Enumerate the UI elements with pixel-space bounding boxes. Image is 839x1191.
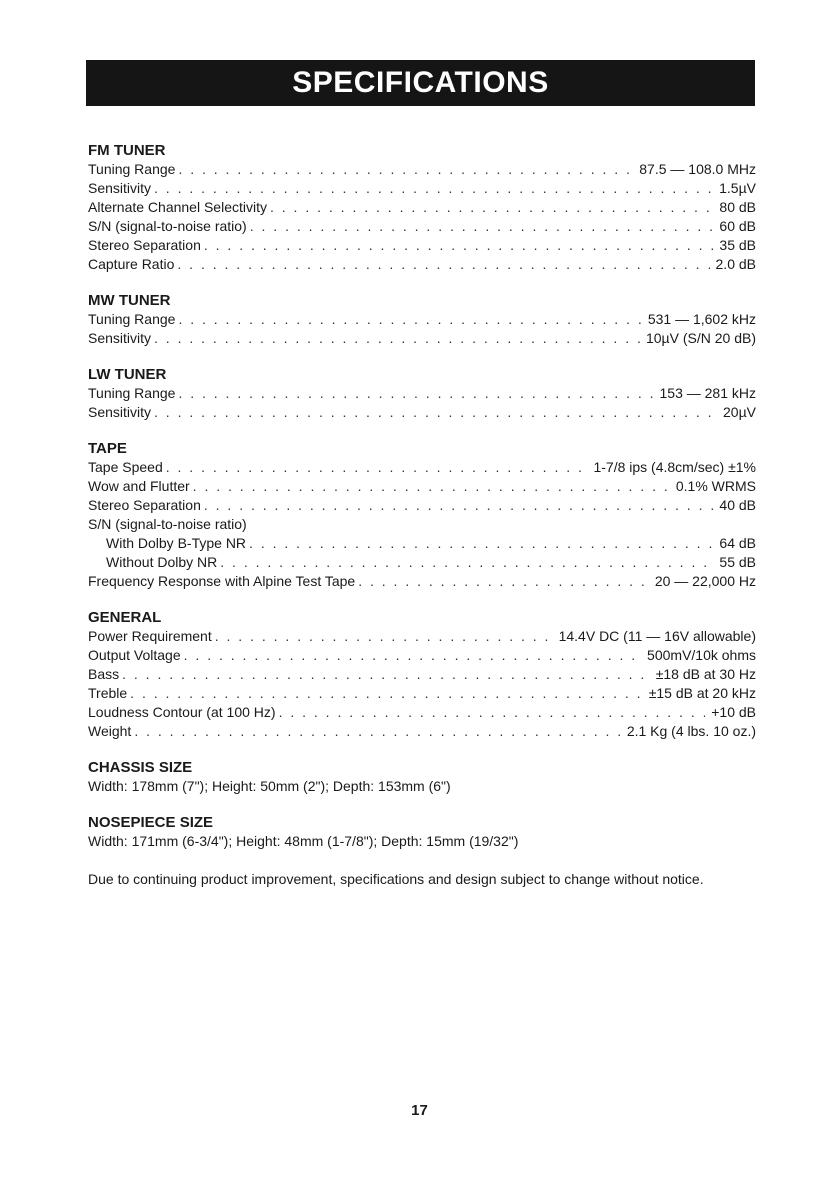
nosepiece-dimensions: Width: 171mm (6-3/4"); Height: 48mm (1-7/8"); Depth: 15mm (19/32"): [88, 833, 519, 849]
spec-value: 2.1 Kg (4 lbs. 10 oz.): [626, 723, 756, 739]
spec-value: ±15 dB at 20 kHz: [648, 685, 756, 701]
section-title: NOSEPIECE SIZE: [88, 814, 214, 831]
spec-label: Treble: [88, 685, 128, 701]
dot-leader: [154, 329, 640, 348]
notice-text: Due to continuing product improvement, specifications and design subject to change without notice.: [88, 871, 704, 887]
dot-leader: [166, 458, 588, 477]
dot-leader: [220, 553, 713, 572]
spec-label: Sensitivity: [88, 404, 152, 420]
specifications-banner: [86, 60, 755, 106]
spec-value: 35 dB: [719, 237, 756, 253]
spec-label: Output Voltage: [88, 647, 181, 663]
dot-leader: [177, 255, 709, 274]
spec-row: [88, 217, 756, 236]
spec-value: 1.5µV: [719, 180, 756, 196]
spec-row: [88, 329, 756, 348]
dot-leader: [204, 236, 714, 255]
spec-value: 40 dB: [719, 497, 756, 513]
section-title: TAPE: [88, 440, 127, 457]
spec-row: [88, 477, 756, 496]
spec-value: 55 dB: [719, 554, 756, 570]
spec-label: Tape Speed: [88, 459, 163, 475]
spec-label: Stereo Separation: [88, 497, 201, 513]
spec-label: Power Requirement: [88, 628, 212, 644]
spec-label: Weight: [88, 723, 132, 739]
dot-leader: [358, 572, 649, 591]
section-title: MW TUNER: [88, 292, 171, 309]
dot-leader: [178, 384, 653, 403]
spec-value: ±18 dB at 30 Hz: [655, 666, 756, 682]
sn-label: S/N (signal-to-noise ratio): [88, 516, 247, 532]
spec-label: Loudness Contour (at 100 Hz): [88, 704, 276, 720]
lw-tuner-section: [88, 366, 756, 422]
spec-row: [88, 310, 756, 329]
nosepiece-size-section: [88, 814, 756, 851]
spec-row: [88, 403, 756, 422]
dot-leader: [249, 534, 713, 553]
spec-value: 60 dB: [719, 218, 756, 234]
spec-value: 64 dB: [719, 535, 756, 551]
dot-leader: [270, 198, 713, 217]
page-number: 17: [411, 1102, 428, 1119]
dot-leader: [193, 477, 670, 496]
dot-leader: [279, 703, 706, 722]
spec-row: [88, 255, 756, 274]
spec-value: 500mV/10k ohms: [647, 647, 756, 663]
spec-value: 2.0 dB: [715, 256, 756, 272]
dot-leader: [122, 665, 650, 684]
tape-section: [88, 440, 756, 591]
spec-value: 153 — 281 kHz: [659, 385, 756, 401]
spec-row: [88, 646, 756, 665]
spec-row: [88, 703, 756, 722]
section-title: GENERAL: [88, 609, 162, 626]
spec-value: 531 — 1,602 kHz: [647, 311, 756, 327]
spec-label: Bass: [88, 666, 120, 682]
spec-label: Wow and Flutter: [88, 478, 190, 494]
spec-label: Sensitivity: [88, 330, 152, 346]
spec-content: [88, 142, 756, 890]
spec-row: [88, 179, 756, 198]
spec-label: Sensitivity: [88, 180, 152, 196]
spec-row: [88, 236, 756, 255]
dot-leader: [178, 160, 633, 179]
spec-value: 10µV (S/N 20 dB): [645, 330, 756, 346]
spec-row: [88, 534, 756, 553]
spec-row: [88, 572, 756, 591]
spec-row: [88, 665, 756, 684]
spec-label: With Dolby B-Type NR: [106, 535, 247, 551]
dot-leader: [154, 179, 713, 198]
section-title: FM TUNER: [88, 142, 166, 159]
spec-value: 14.4V DC (11 — 16V allowable): [558, 628, 756, 644]
spec-label: Frequency Response with Alpine Test Tape: [88, 573, 356, 589]
dot-leader: [154, 403, 717, 422]
dot-leader: [250, 217, 714, 236]
spec-value: 1-7/8 ips (4.8cm/sec) ±1%: [593, 459, 756, 475]
spec-label: S/N (signal-to-noise ratio): [88, 218, 247, 234]
dot-leader: [215, 627, 553, 646]
spec-row: [88, 384, 756, 403]
spec-row: [88, 722, 756, 741]
spec-row: [88, 496, 756, 515]
spec-row: [88, 684, 756, 703]
chassis-dimensions: Width: 178mm (7"); Height: 50mm (2"); Depth: 153mm (6"): [88, 778, 451, 794]
spec-value: 87.5 — 108.0 MHz: [639, 161, 756, 177]
dot-leader: [178, 310, 641, 329]
spec-label: Alternate Channel Selectivity: [88, 199, 267, 215]
page-title: SPECIFICATIONS: [292, 66, 549, 99]
dot-leader: [184, 646, 641, 665]
spec-row: [88, 627, 756, 646]
spec-row: [88, 458, 756, 477]
dot-leader: [204, 496, 714, 515]
spec-label: Tuning Range: [88, 385, 176, 401]
spec-value: +10 dB: [711, 704, 756, 720]
section-title: CHASSIS SIZE: [88, 759, 193, 776]
spec-label: Tuning Range: [88, 311, 176, 327]
fm-tuner-section: [88, 142, 756, 274]
spec-label: Capture Ratio: [88, 256, 175, 272]
mw-tuner-section: [88, 292, 756, 348]
general-section: [88, 609, 756, 741]
spec-row: [88, 198, 756, 217]
spec-value: 20µV: [723, 404, 756, 420]
spec-value: 0.1% WRMS: [675, 478, 756, 494]
dot-leader: [130, 684, 643, 703]
spec-row: [88, 553, 756, 572]
spec-label: Stereo Separation: [88, 237, 201, 253]
chassis-size-section: [88, 759, 756, 796]
spec-value: 20 — 22,000 Hz: [654, 573, 756, 589]
spec-label: Without Dolby NR: [106, 554, 218, 570]
section-title: LW TUNER: [88, 366, 167, 383]
spec-label: Tuning Range: [88, 161, 176, 177]
spec-row: [88, 160, 756, 179]
dot-leader: [134, 722, 620, 741]
spec-value: 80 dB: [719, 199, 756, 215]
